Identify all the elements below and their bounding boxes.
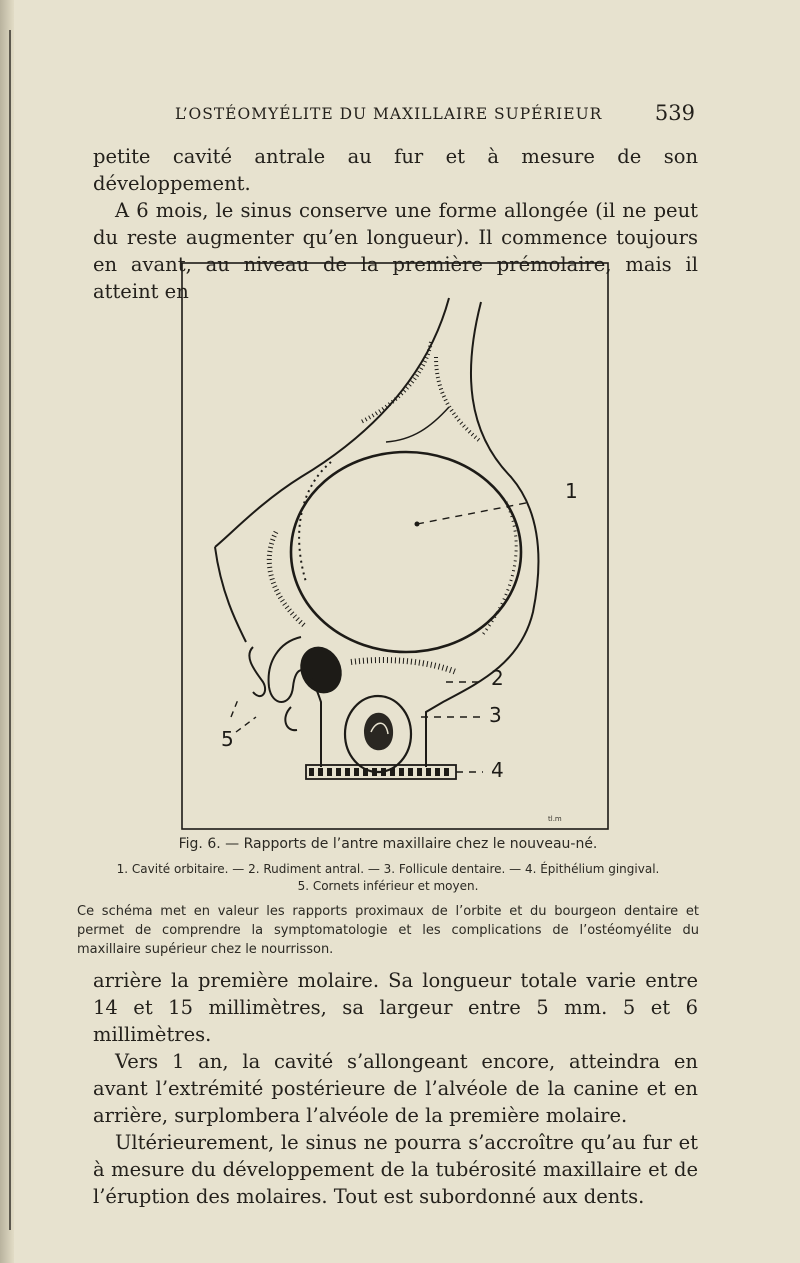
legend-line: 1. Cavité orbitaire. — 2. Rudiment antral. — 3. Follicule dentaire. — 4. Épithélium gingival.	[116, 862, 660, 876]
figure-label-1: 1	[565, 479, 578, 503]
paragraph: petite cavité antrale au fur et à mesure de son développement.	[93, 145, 698, 195]
figure-note: Ce schéma met en valeur les rapports proximaux de l’orbite et du bourgeon dentaire et permet de comprendre la symptomatologie et les complications de l’ostéomyélite du maxillaire supérieur chez le nourrisson.	[77, 904, 699, 957]
figure-label-2: 2	[491, 666, 504, 690]
page-edge	[0, 0, 14, 1263]
binding-line	[9, 30, 11, 1230]
stipple-bone-lateral	[481, 502, 516, 637]
tooth-germ	[364, 713, 393, 751]
stipple-bone-left	[269, 532, 306, 627]
stipple-antrum	[351, 660, 456, 672]
figure-border	[182, 263, 608, 829]
legend-line: 5. Cornets inférieur et moyen.	[297, 879, 479, 893]
paragraph: Vers 1 an, la cavité s’allongeant encore, atteindra en avant l’extrémité postérieure de l’alvéole de la canine et en arrière, surplombera l’alvéole de la première molaire.	[93, 1050, 698, 1127]
orbital-cavity	[291, 452, 521, 652]
page-number: 539	[654, 101, 695, 125]
figure-caption-title: Fig. 6. — Rapports de l’antre maxillaire chez le nouveau-né.	[178, 836, 598, 852]
running-head	[175, 103, 695, 129]
figure-label-4: 4	[491, 758, 504, 782]
paragraph: arrière la première molaire. Sa longueur totale varie entre 14 et 15 millimètres, sa largeur entre 5 mm. 5 et 6 millimètres.	[93, 969, 698, 1046]
paragraph: Ultérieurement, le sinus ne pourra s’accroître qu’au fur et à mesure du développement de la tubérosité maxillaire et de l’éruption des molaires. Tout est subordonné aux dents.	[93, 1131, 698, 1208]
leader-5	[231, 697, 256, 732]
figure-label-3: 3	[489, 703, 502, 727]
figure-legend	[77, 861, 699, 895]
middle-turbinate	[285, 707, 297, 730]
inner-contour	[386, 407, 449, 442]
paragraph: A 6 mois, le sinus conserve une forme allongée (il ne peut du reste augmenter qu’en longueur). Il commence toujours en avant, au niveau de la première prémolaire, mais il atteint en	[93, 199, 698, 303]
figure-diagram	[181, 262, 609, 830]
running-head-title: L’OSTÉOMYÉLITE DU MAXILLAIRE SUPÉRIEUR	[175, 105, 603, 123]
orbit-roof-line	[215, 298, 449, 547]
stipple-bone-right	[436, 357, 481, 442]
engraver-mark: tl.m	[548, 815, 562, 823]
stipple-bone-upper	[361, 342, 431, 422]
text-block-bottom	[93, 967, 698, 1210]
leader-1-dot	[415, 522, 420, 527]
anterior-wall-line	[426, 302, 538, 767]
inferior-turbinate	[249, 647, 265, 696]
maxilla-schematic	[181, 262, 609, 830]
nasal-wall	[215, 547, 246, 642]
figure-label-5: 5	[221, 727, 234, 751]
